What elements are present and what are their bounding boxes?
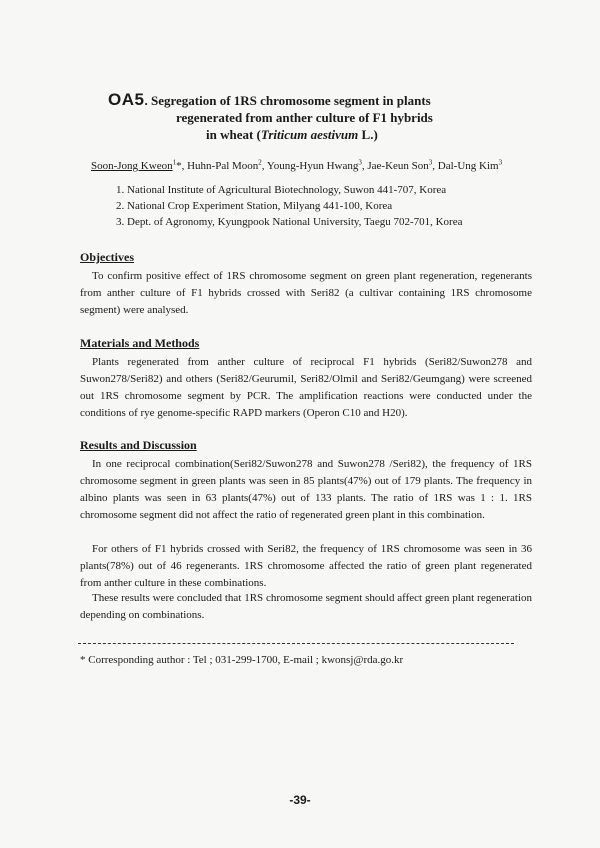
affiliation-item: 2. National Crop Experiment Station, Milyang 441-100, Korea — [116, 200, 393, 212]
title-separator: . — [144, 93, 148, 108]
abstract-code: OA5 — [108, 90, 145, 109]
title-line-3-suffix: L.) — [358, 127, 378, 142]
affiliation-item: 1. National Institute of Agricultural Biotechnology, Suwon 441-707, Korea — [116, 184, 447, 196]
objectives-text: To confirm positive effect of 1RS chromosome segment on green plant regeneration, regenerants from anther culture of F1 hybrids crossed with Seri82 (a cultivar containing 1RS chromosome segment) were analysed. — [80, 270, 532, 316]
author-name: Young-Hyun Hwang — [266, 160, 359, 172]
author-affil-sup: 3 — [358, 158, 362, 167]
author-name: Soon-Jong Kweon — [91, 160, 173, 172]
methods-heading: Materials and Methods — [80, 336, 200, 350]
title-line-2: regenerated from anther culture of F1 hybrids — [176, 110, 433, 125]
corresponding-mark: * — [176, 160, 182, 172]
author-name: Dal-Ung Kim — [437, 160, 499, 172]
results-paragraph-1: In one reciprocal combination(Seri82/Suwon278 and Suwon278 /Seri82), the frequency of 1RS chromosome segment in green plants was seen in 85 plants(47%) out of 179 plants. The frequency in albino plants was seen in 63 plants(47%) out of 133 plants. The ratio of 1RS was 1 : 1. 1RS chromosome segment did not affect the ratio of regenerated green plant in this combination. — [80, 458, 532, 521]
author-affil-sup: 2 — [258, 158, 262, 167]
paper-title — [108, 91, 528, 143]
affiliation-list — [116, 182, 462, 230]
results-paragraph-2: For others of F1 hybrids crossed with Seri82, the frequency of 1RS chromosome was seen in 36 plants(78%) out of 46 regenerants. 1RS chromosome affected the ratio of green plant regenerated from anther culture in these combinations. — [80, 543, 532, 589]
species-name: Triticum aestivum — [260, 127, 359, 142]
page-number: -39- — [289, 793, 311, 807]
corresponding-author-footnote: * Corresponding author : Tel ; 031-299-1700, E-mail ; kwonsj@rda.go.kr — [80, 654, 404, 666]
author-name: Huhn-Pal Moon — [187, 160, 259, 172]
results-paragraph-3: These results were concluded that 1RS chromosome segment should affect green plant regeneration depending on combinations. — [80, 592, 532, 621]
objectives-heading: Objectives — [80, 250, 134, 264]
author-name: Jae-Keun Son — [367, 160, 429, 172]
title-line-1: Segregation of 1RS chromosome segment in plants — [147, 93, 431, 108]
methods-text: Plants regenerated from anther culture of reciprocal F1 hybrids (Seri82/Suwon278 and Suwon278/Seri82) and others (Seri82/Geurumil, Seri82/Olmil and Seri82/Geumgang) were screened out 1RS chromosome segment by PCR. The amplification reactions were conducted under the conditions of rye genome-specific RAPD markers (Operon C10 and H20). — [80, 356, 532, 419]
footnote-divider — [78, 643, 514, 644]
author-affil-sup: 3 — [498, 158, 503, 167]
author-affil-sup: 1 — [172, 158, 177, 167]
results-heading: Results and Discussion — [80, 438, 197, 452]
affiliation-item: 3. Dept. of Agronomy, Kyungpook National University, Taegu 702-701, Korea — [116, 216, 463, 228]
title-line-3-prefix: in wheat ( — [206, 127, 261, 142]
author-list: Soon-Jong Kweon$^1$*, Huhn-Pal Moon$^2$, Young-Hyun Hwang$^3$, Jae-Keun Son$^3$, Dal-Ung Kim$^3$ — [91, 158, 503, 172]
author-affil-sup: 3 — [428, 158, 433, 167]
